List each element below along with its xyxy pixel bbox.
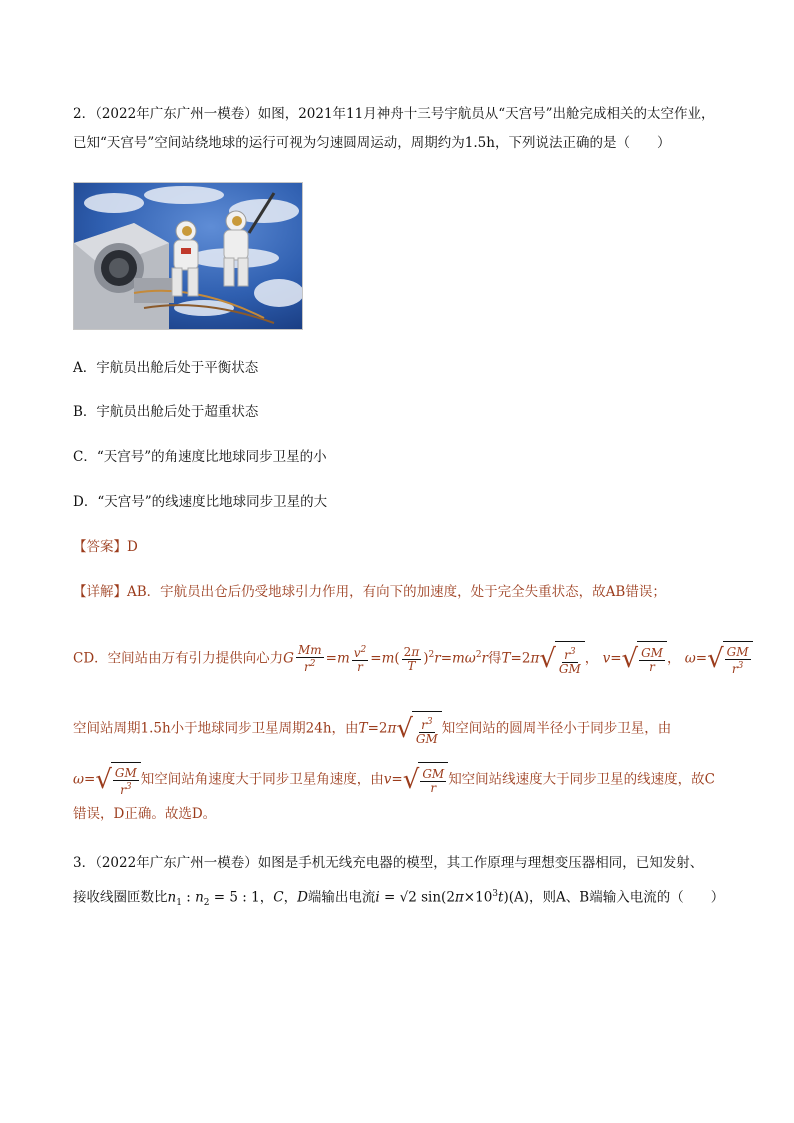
q3-mid: 端输出电流 <box>307 889 376 906</box>
q3-ratio: 5 : 1 <box>229 889 260 906</box>
period-text-2: 知空间站的圆周半径小于同步卫星，由 <box>441 720 672 737</box>
option-c[interactable]: C．“天宫号”的角速度比地球同步卫星的小 <box>73 449 327 465</box>
conclusion-line: 错误，D正确。故选D。 <box>73 806 217 822</box>
q3-prefix: 接收线圈匝数比 <box>73 889 168 906</box>
detail-tag: 【详解】 <box>73 584 127 600</box>
option-b[interactable]: B．宇航员出舱后处于超重状态 <box>73 404 259 420</box>
detail-cd-line: CD．空间站由万有引力提供向心力G $\frac{Mm}{r^2}$ =m $\frac{v^2}{r}$ =m( $\frac{2\pi}{T}$ )$^2r=m\omega^2r$得T=2π √ $\frac{r^3}{GM}$ ， v= √ $\frac{GM}{r}$ ， ω= √ $\frac{GM}{r^3}$ <box>73 638 753 677</box>
answer-line <box>73 537 138 557</box>
answer-tag: 【答案】 <box>73 539 127 555</box>
v-text: 知空间站线速度大于同步卫星的线速度，故C <box>448 771 716 788</box>
q3-stem-line1: 3．（2022年广东广州一模卷）如图是手机无线充电器的模型，其工作原理与理想变压器相同，已知发射、 <box>73 855 704 871</box>
cd-get: 得 <box>488 650 502 667</box>
omega-text: 知空间站角速度大于同步卫星角速度，由 <box>140 771 384 788</box>
detail-period-line: 空间站周期1.5h小于地球同步卫星周期24h，由T=2π √ $\frac{r^3}{GM}$ 知空间站的圆周半径小于同步卫星，由 <box>73 711 671 747</box>
q2-stem-line2: 已知“天宫号”空间站绕地球的运行可视为匀速圆周运动，周期约为1.5h，下列说法正确的是（ ） <box>73 135 671 151</box>
detail-ab-line <box>73 582 666 602</box>
q2-stem-line1: 2．（2022年广东广州一模卷）如图，2021年11月神舟十三号宇航员从“天宫号”出舱完成相关的太空作业， <box>73 106 715 122</box>
detail-omega-line: ω= √ $\frac{GM}{r^3}$ 知空间站角速度大于同步卫星角速度，由v= √ $\frac{GM}{r}$ 知空间站线速度大于同步卫星的线速度，故C <box>73 762 715 798</box>
cd-prefix: CD．空间站由万有引力提供向心力 <box>73 650 284 667</box>
q3-end: (A)，则A、B端输入电流的（ ） <box>508 889 725 906</box>
detail-ab-text: AB．宇航员出仓后仍受地球引力作用，有向下的加速度，处于完全失重状态，故AB错误； <box>127 584 666 600</box>
option-d[interactable]: D．“天宫号”的线速度比地球同步卫星的大 <box>73 494 328 510</box>
q3-stem-line2: 接收线圈匝数比$n_1$ : $n_2 = 5$ : 1，C，D端输出电流i = √2 $\sin(2\pi\times 10^3t)(A)$，则A、B端输入电流的（ ） <box>73 889 725 909</box>
period-text: 空间站周期1.5h小于地球同步卫星周期24h，由 <box>73 720 359 737</box>
spacewalk-photo <box>73 182 303 330</box>
option-a[interactable]: A．宇航员出舱后处于平衡状态 <box>73 360 259 376</box>
answer-value: D <box>127 539 138 555</box>
